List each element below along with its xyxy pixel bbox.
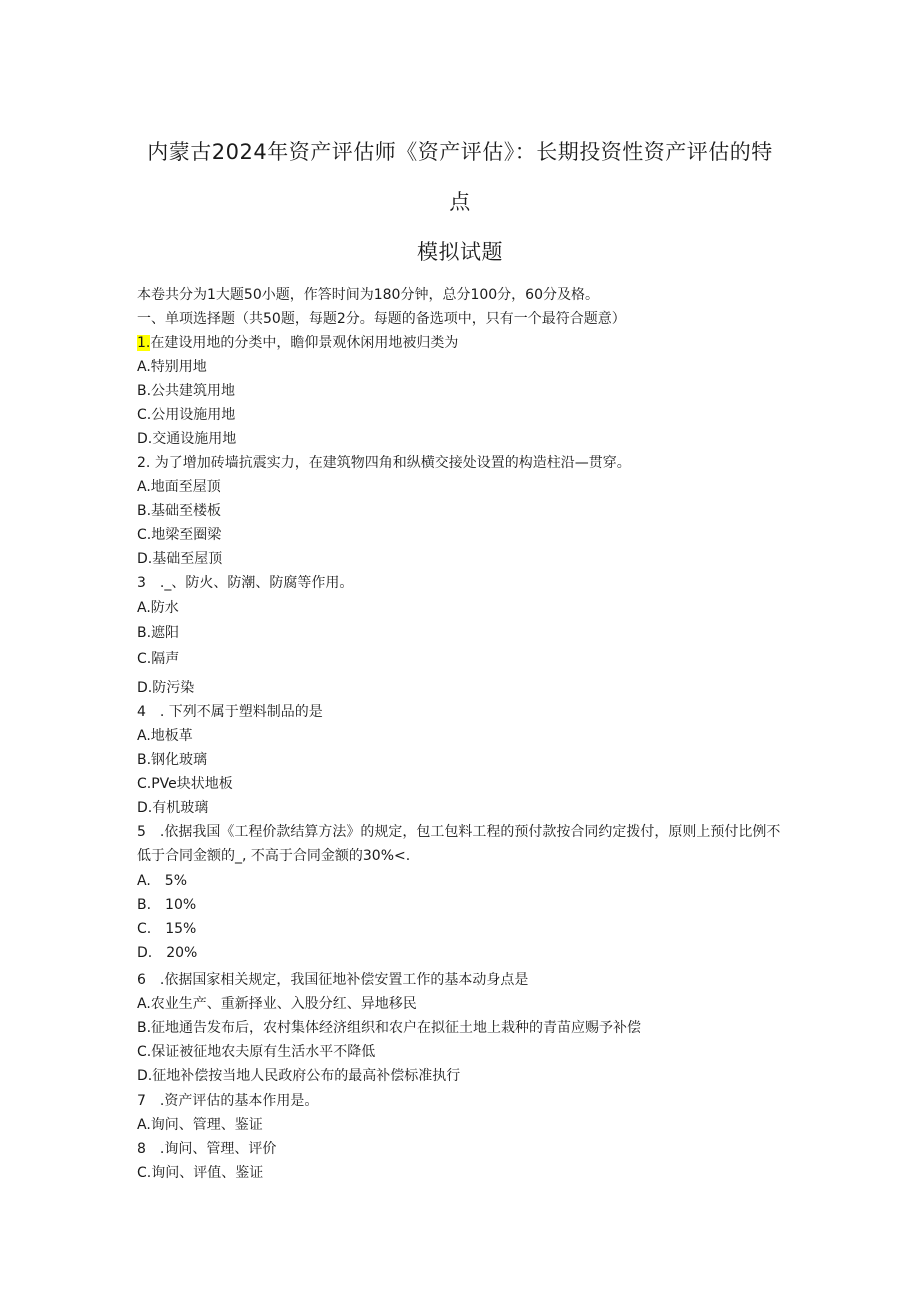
doc-title-line1: 内蒙古2024年资产评估师《资产评估》：长期投资性资产评估的特 [147,140,773,164]
option-line: B.基础至楼板 [137,503,222,519]
option-line: D.基础至屋顶 [137,551,223,567]
option-line: C. 15% [137,921,197,937]
question-4: 4 . 下列不属于塑料制品的是 [137,704,323,720]
question-7: 7 .资产评估的基本作用是。 [137,1093,319,1109]
option-line: A.防水 [137,600,179,616]
option-line: B.征地通告发布后，农村集体经济组织和农户在拟征土地上栽种的青苗应赐予补偿 [137,1020,642,1036]
doc-title-line3: 模拟试题 [417,240,503,264]
option-line: C.PVe块状地板 [137,776,233,792]
option-line: D.交通设施用地 [137,431,237,447]
option-line: A.特别用地 [137,359,207,375]
question-8: 8 .询问、管理、评价 [137,1141,277,1157]
option-line: C.保证被征地农夫原有生活水平不降低 [137,1044,376,1060]
option-line: D.防污染 [137,680,195,696]
doc-title-line2: 点 [449,190,471,214]
option-line: B.遮阳 [137,625,180,641]
option-line: A.农业生产、重新择业、入股分红、异地移民 [137,996,417,1012]
question-1 [137,333,458,353]
intro-text: 本卷共分为1大题50小题，作答时间为180分钟，总分100分，60分及格。 [137,287,599,303]
option-line: C.公用设施用地 [137,407,236,423]
option-line: A.地面至屋顶 [137,479,221,495]
option-line: C.询问、评值、鉴证 [137,1165,264,1181]
option-line: C.地梁至圈梁 [137,527,222,543]
option-line: B. 10% [137,897,197,913]
option-line: C.隔声 [137,651,180,667]
option-line: D.有机玻璃 [137,800,209,816]
option-line: A.地板革 [137,728,193,744]
question-2: 2. 为了增加砖墙抗震实力，在建筑物四角和纵横交接处设置的构造柱沿—贯穿。 [137,455,631,471]
option-line: D.征地补偿按当地人民政府公布的最高补偿标准执行 [137,1068,461,1084]
option-line: B.钢化玻璃 [137,752,208,768]
question-6: 6 .依据国家相关规定，我国征地补偿安置工作的基本动身点是 [137,972,529,988]
option-line: D. 20% [137,945,198,961]
option-line: A.询问、管理、鉴证 [137,1117,263,1133]
question-5: 5 .依据我国《工程价款结算方法》的规定，包工包料工程的预付款按合同约定拨付，原则上预付比例不低于合同金额的_, 不高于合同金额的30%<. [137,824,781,864]
question-text: 在建设用地的分类中，瞻仰景观休闲用地被归类为 [150,335,459,351]
section-heading: 一、单项选择题（共50题，每题2分。每题的备选项中，只有一个最符合题意） [137,311,626,327]
highlight-marker: 1. [137,335,151,351]
question-3: 3 ._、防火、防潮、防腐等作用。 [137,575,354,591]
option-line: A. 5% [137,873,187,889]
option-line: B.公共建筑用地 [137,383,236,399]
